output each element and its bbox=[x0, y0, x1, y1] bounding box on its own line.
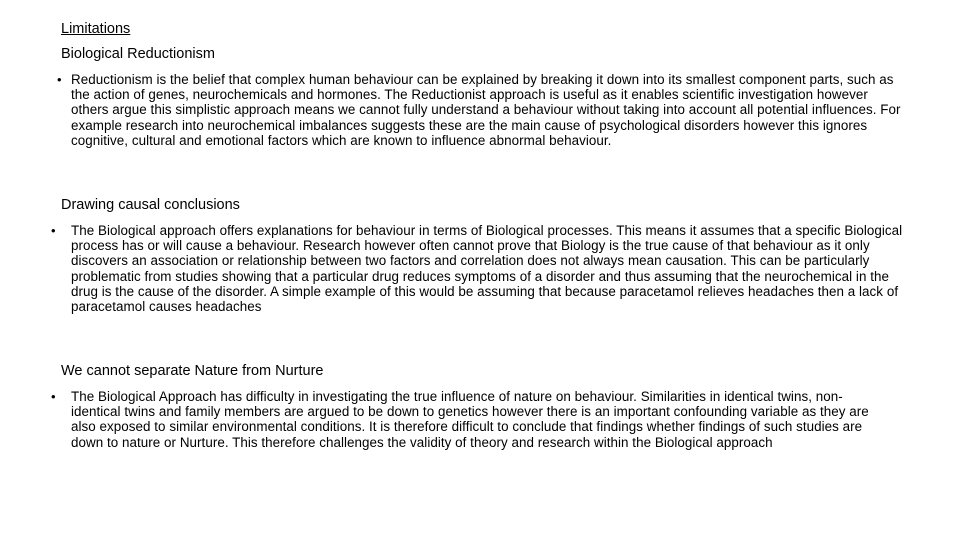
bullet-icon: • bbox=[57, 72, 62, 87]
section-text-reductionism: Reductionism is the belief that complex human behaviour can be explained by breaking it down into its smallest component parts, such as the action of genes, neurochemicals and hormones. The Reductionist approach is useful as it enables scientific investigation however others argue this simplistic approach means we cannot fully understand a behaviour without taking into account all potential influences. For example research into neurochemical imbalances suggests these are the main cause of psychological disorders however this ignores cognitive, cultural and emotional factors which are known to influence abnormal behaviour. bbox=[71, 72, 901, 148]
section-text-causal: The Biological approach offers explanations for behaviour in terms of Biological processes. This means it assumes that a specific Biological process has or will cause a behaviour. Research however often cannot prove that Biology is the true cause of that behaviour as it only discovers an association or relationship between two factors and correlation does not always mean causation. This can be particularly problematic from studies showing that a particular drug reduces symptoms of a disorder and thus assuming that the neurochemical in the drug is the cause of the disorder. A simple example of this would be assuming that because paracetamol relieves headaches then a lack of paracetamol causes headaches bbox=[71, 223, 903, 315]
section-heading-nature-nurture: We cannot separate Nature from Nurture bbox=[61, 363, 324, 379]
bullet-icon: • bbox=[51, 389, 56, 404]
section-text-nature-nurture: The Biological Approach has difficulty in investigating the true influence of nature on behaviour. Similarities in identical twins, non-identical twins and family members are argued to be down to genetics however there is an important confounding variable as they are also exposed to similar environmental conditions. It is therefore difficult to conclude that findings whether findings of such studies are down to nature or Nurture. This therefore challenges the validity of theory and research within the Biological approach bbox=[71, 389, 869, 450]
page-title: Limitations bbox=[61, 21, 131, 37]
section-heading-reductionism: Biological Reductionism bbox=[61, 46, 215, 62]
section-heading-causal: Drawing causal conclusions bbox=[61, 197, 240, 213]
bullet-icon: • bbox=[51, 223, 56, 238]
